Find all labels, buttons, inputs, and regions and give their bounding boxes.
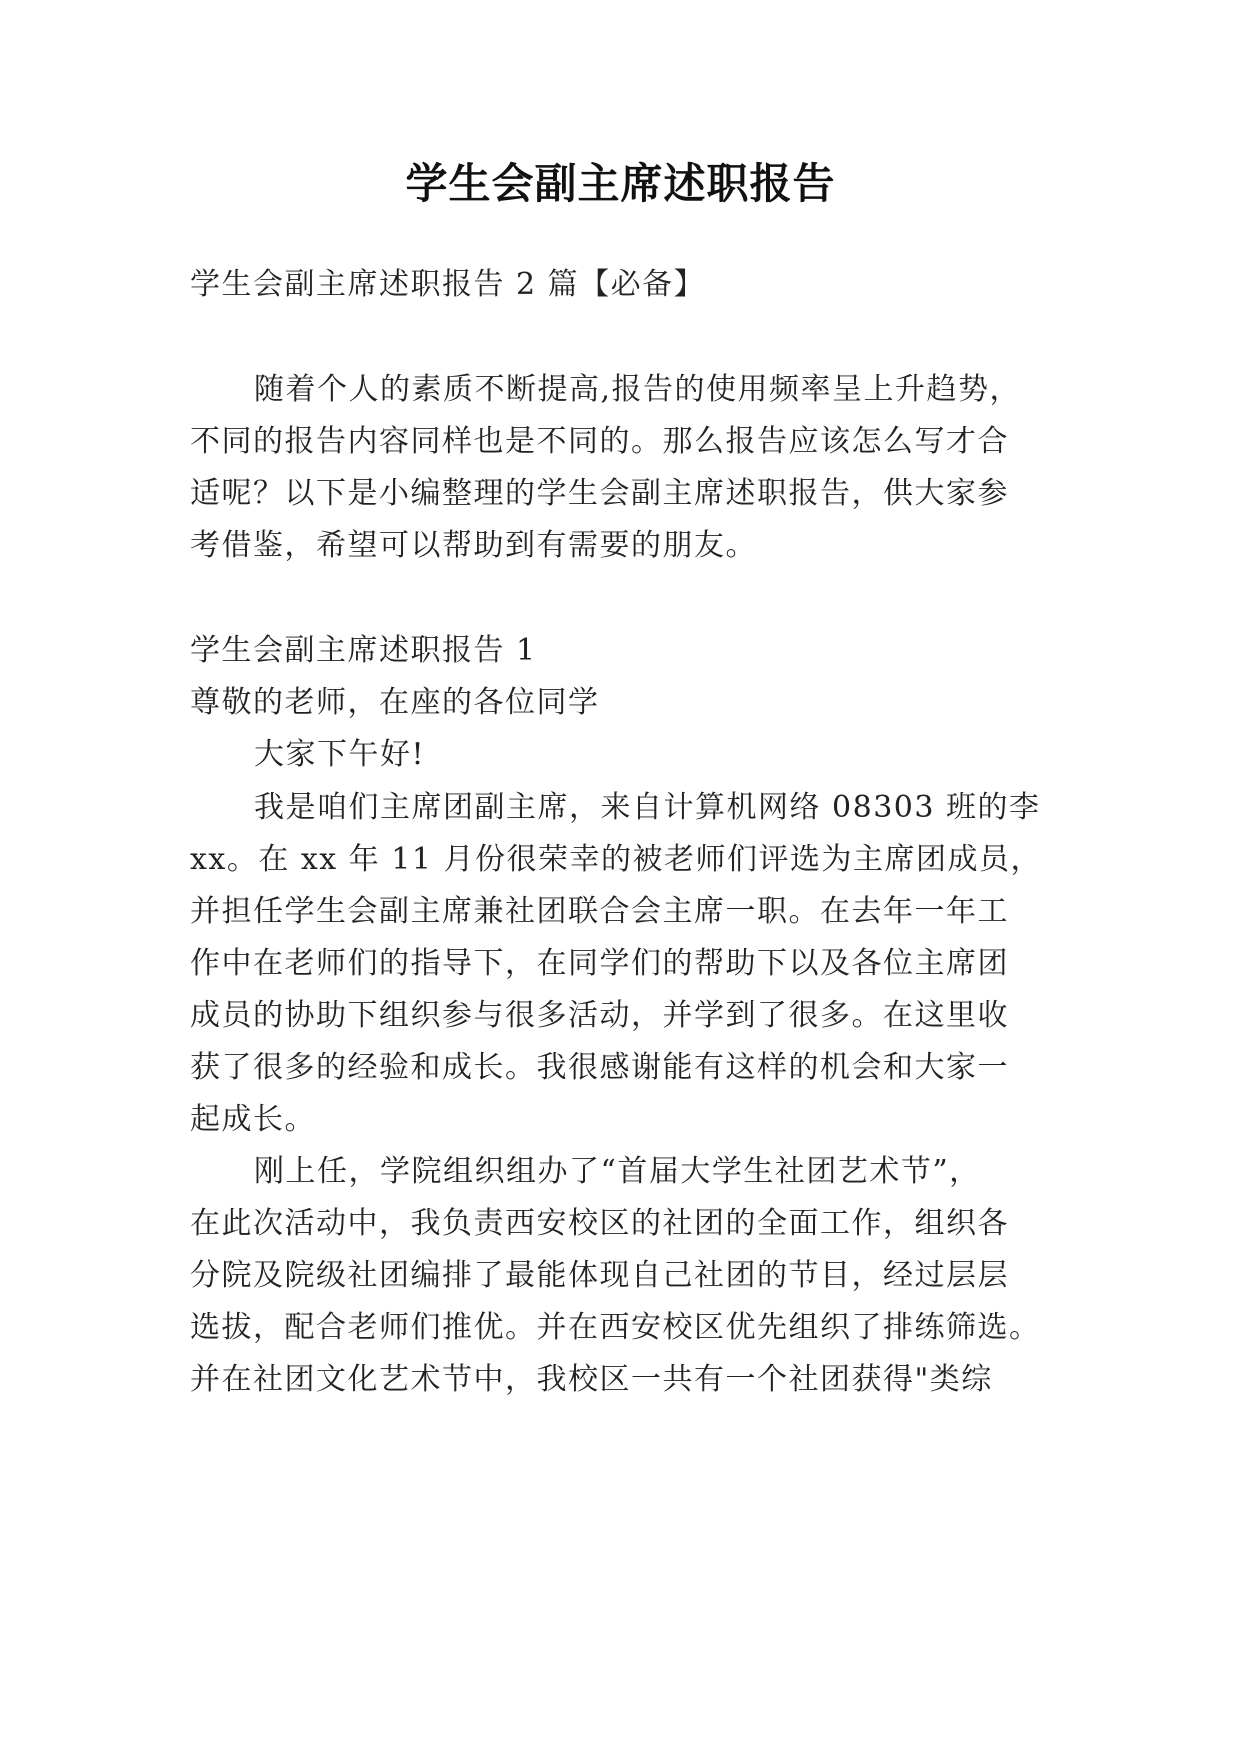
paragraph-line: 我是咱们主席团副主席，来自计算机网络 08303 班的李 — [254, 790, 1041, 825]
greeting: 大家下午好! — [254, 737, 426, 772]
document-title: 学生会副主席述职报告 — [405, 159, 836, 208]
paragraph-line: 获了很多的经验和成长。我很感谢能有这样的机会和大家一 — [190, 1050, 1009, 1085]
section-heading: 学生会副主席述职报告 1 — [190, 633, 537, 668]
paragraph-line: 分院及院级社团编排了最能体现自己社团的节目，经过层层 — [190, 1258, 1009, 1293]
paragraph-line: 并担任学生会副主席兼社团联合会主席一职。在去年一年工 — [190, 894, 1009, 929]
paragraph-line: 成员的协助下组织参与很多活动，并学到了很多。在这里收 — [190, 998, 1009, 1033]
intro-line: 考借鉴，希望可以帮助到有需要的朋友。 — [190, 528, 757, 563]
paragraph-line: 在此次活动中，我负责西安校区的社团的全面工作，组织各 — [190, 1206, 1009, 1241]
intro-line: 不同的报告内容同样也是不同的。那么报告应该怎么写才合 — [190, 424, 1009, 459]
paragraph-line: 作中在老师们的指导下，在同学们的帮助下以及各位主席团 — [190, 946, 1009, 981]
paragraph-line: xx。在 xx 年 11 月份很荣幸的被老师们评选为主席团成员， — [190, 842, 1042, 877]
paragraph-line: 并在社团文化艺术节中，我校区一共有一个社团获得"类综 — [190, 1362, 993, 1397]
paragraph-line: 刚上任，学院组织组办了“首届大学生社团艺术节”， — [254, 1154, 981, 1189]
intro-line: 适呢？以下是小编整理的学生会副主席述职报告，供大家参 — [190, 476, 1009, 511]
paragraph-line: 起成长。 — [190, 1102, 316, 1137]
paragraph-line: 选拔，配合老师们推优。并在西安校区优先组织了排练筛选。 — [190, 1310, 1041, 1345]
intro-line: 随着个人的素质不断提高,报告的使用频率呈上升趋势， — [254, 372, 1022, 407]
document-subtitle: 学生会副主席述职报告 2 篇【必备】 — [190, 267, 706, 302]
salutation: 尊敬的老师，在座的各位同学 — [190, 685, 600, 720]
